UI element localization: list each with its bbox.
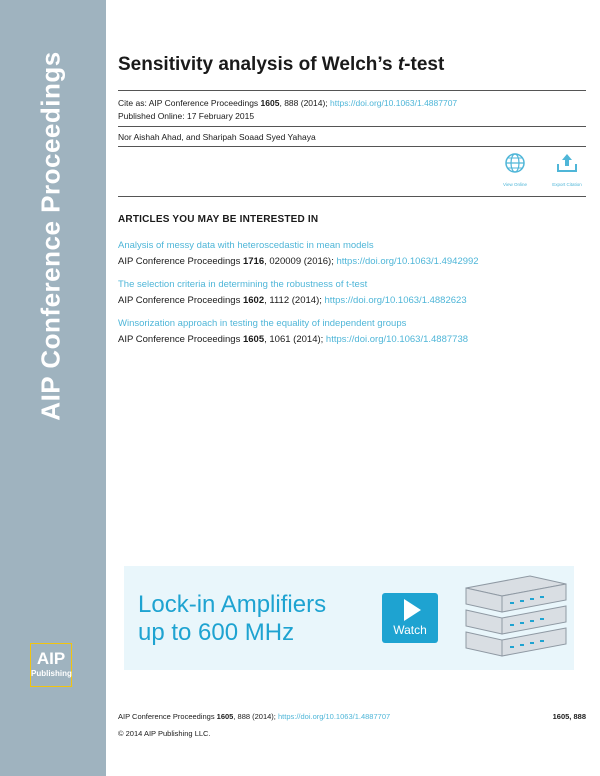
- footer-rest: , 888 (2014);: [233, 712, 278, 721]
- play-icon: [404, 599, 421, 621]
- title-main: Sensitivity analysis of Welch’s: [118, 54, 398, 75]
- footer-journal: AIP Conference Proceedings: [118, 712, 217, 721]
- citation-doi-link[interactable]: https://doi.org/10.1063/1.4942992: [336, 256, 479, 267]
- cite-doi-link[interactable]: https://doi.org/10.1063/1.4887707: [330, 98, 458, 108]
- cite-suffix: , 888 (2014);: [279, 98, 331, 108]
- citation-volume: 1716: [242, 256, 265, 267]
- citation-volume: 1605: [242, 334, 265, 345]
- instrument-stack-image: [460, 570, 572, 670]
- sidebar: [0, 0, 106, 776]
- cite-volume: 1605: [260, 98, 280, 108]
- view-online-button[interactable]: [490, 152, 540, 187]
- aip-publishing-logo: [30, 643, 72, 687]
- journal-name-vertical: AIP Conference Proceedings: [35, 51, 66, 421]
- cite-as: [118, 98, 457, 108]
- citation-doi-link[interactable]: https://doi.org/10.1063/1.4882623: [324, 295, 467, 306]
- related-article-citation: [118, 334, 468, 345]
- advertisement-banner[interactable]: [124, 566, 574, 670]
- export-icon: [555, 152, 579, 174]
- citation-rest: , 020009 (2016);: [264, 256, 337, 267]
- title-italic: t: [397, 54, 405, 75]
- citation-volume: 1602: [242, 295, 265, 306]
- article-title: [118, 54, 444, 76]
- divider: [118, 126, 586, 127]
- title-end: -test: [404, 54, 445, 75]
- ad-line-1: Lock-in Amplifiers: [138, 591, 327, 618]
- related-article-title[interactable]: The selection criteria in determining the robustness of t-test: [118, 279, 368, 290]
- citation-journal: AIP Conference Proceedings: [118, 334, 243, 345]
- footer-citation: [118, 712, 586, 721]
- related-article-citation: [118, 295, 467, 306]
- export-citation-label: Export Citation: [552, 182, 582, 187]
- citation-rest: , 1061 (2014);: [264, 334, 326, 345]
- related-article-2: [118, 279, 467, 306]
- related-article-3: [118, 318, 468, 345]
- logo-text-publishing: Publishing: [31, 669, 72, 678]
- citation-journal: AIP Conference Proceedings: [118, 295, 243, 306]
- footer-page-number: 1605, 888: [552, 712, 586, 721]
- related-article-citation: [118, 256, 479, 267]
- divider: [118, 196, 586, 197]
- related-article-1: [118, 240, 479, 267]
- ad-headline: [138, 591, 326, 647]
- watch-label: Watch: [393, 623, 427, 637]
- divider: [118, 146, 586, 147]
- published-date: Published Online: 17 February 2015: [118, 111, 255, 121]
- ad-line-2: up to 600 MHz: [138, 619, 295, 646]
- related-article-title[interactable]: Analysis of messy data with heteroscedastic in mean models: [118, 240, 374, 251]
- citation-rest: , 1112 (2014);: [264, 295, 325, 306]
- watch-video-button[interactable]: [382, 593, 438, 643]
- footer-volume: 1605: [216, 712, 234, 721]
- authors: Nor Aishah Ahad, and Sharipah Soaad Syed Yahaya: [118, 132, 316, 142]
- export-citation-button[interactable]: [542, 152, 592, 187]
- related-articles-heading: ARTICLES YOU MAY BE INTERESTED IN: [118, 214, 319, 225]
- footer-doi-link[interactable]: https://doi.org/10.1063/1.4887707: [277, 712, 391, 721]
- related-article-title[interactable]: Winsorization approach in testing the equality of independent groups: [118, 318, 407, 329]
- globe-icon: [504, 152, 526, 174]
- logo-text-aip: AIP: [36, 649, 66, 668]
- divider: [118, 90, 586, 91]
- citation-doi-link[interactable]: https://doi.org/10.1063/1.4887738: [325, 334, 469, 345]
- footer-copyright: © 2014 AIP Publishing LLC.: [118, 729, 211, 738]
- citation-journal: AIP Conference Proceedings: [118, 256, 243, 267]
- cite-prefix: Cite as: AIP Conference Proceedings: [118, 98, 261, 108]
- view-online-label: View Online: [503, 182, 527, 187]
